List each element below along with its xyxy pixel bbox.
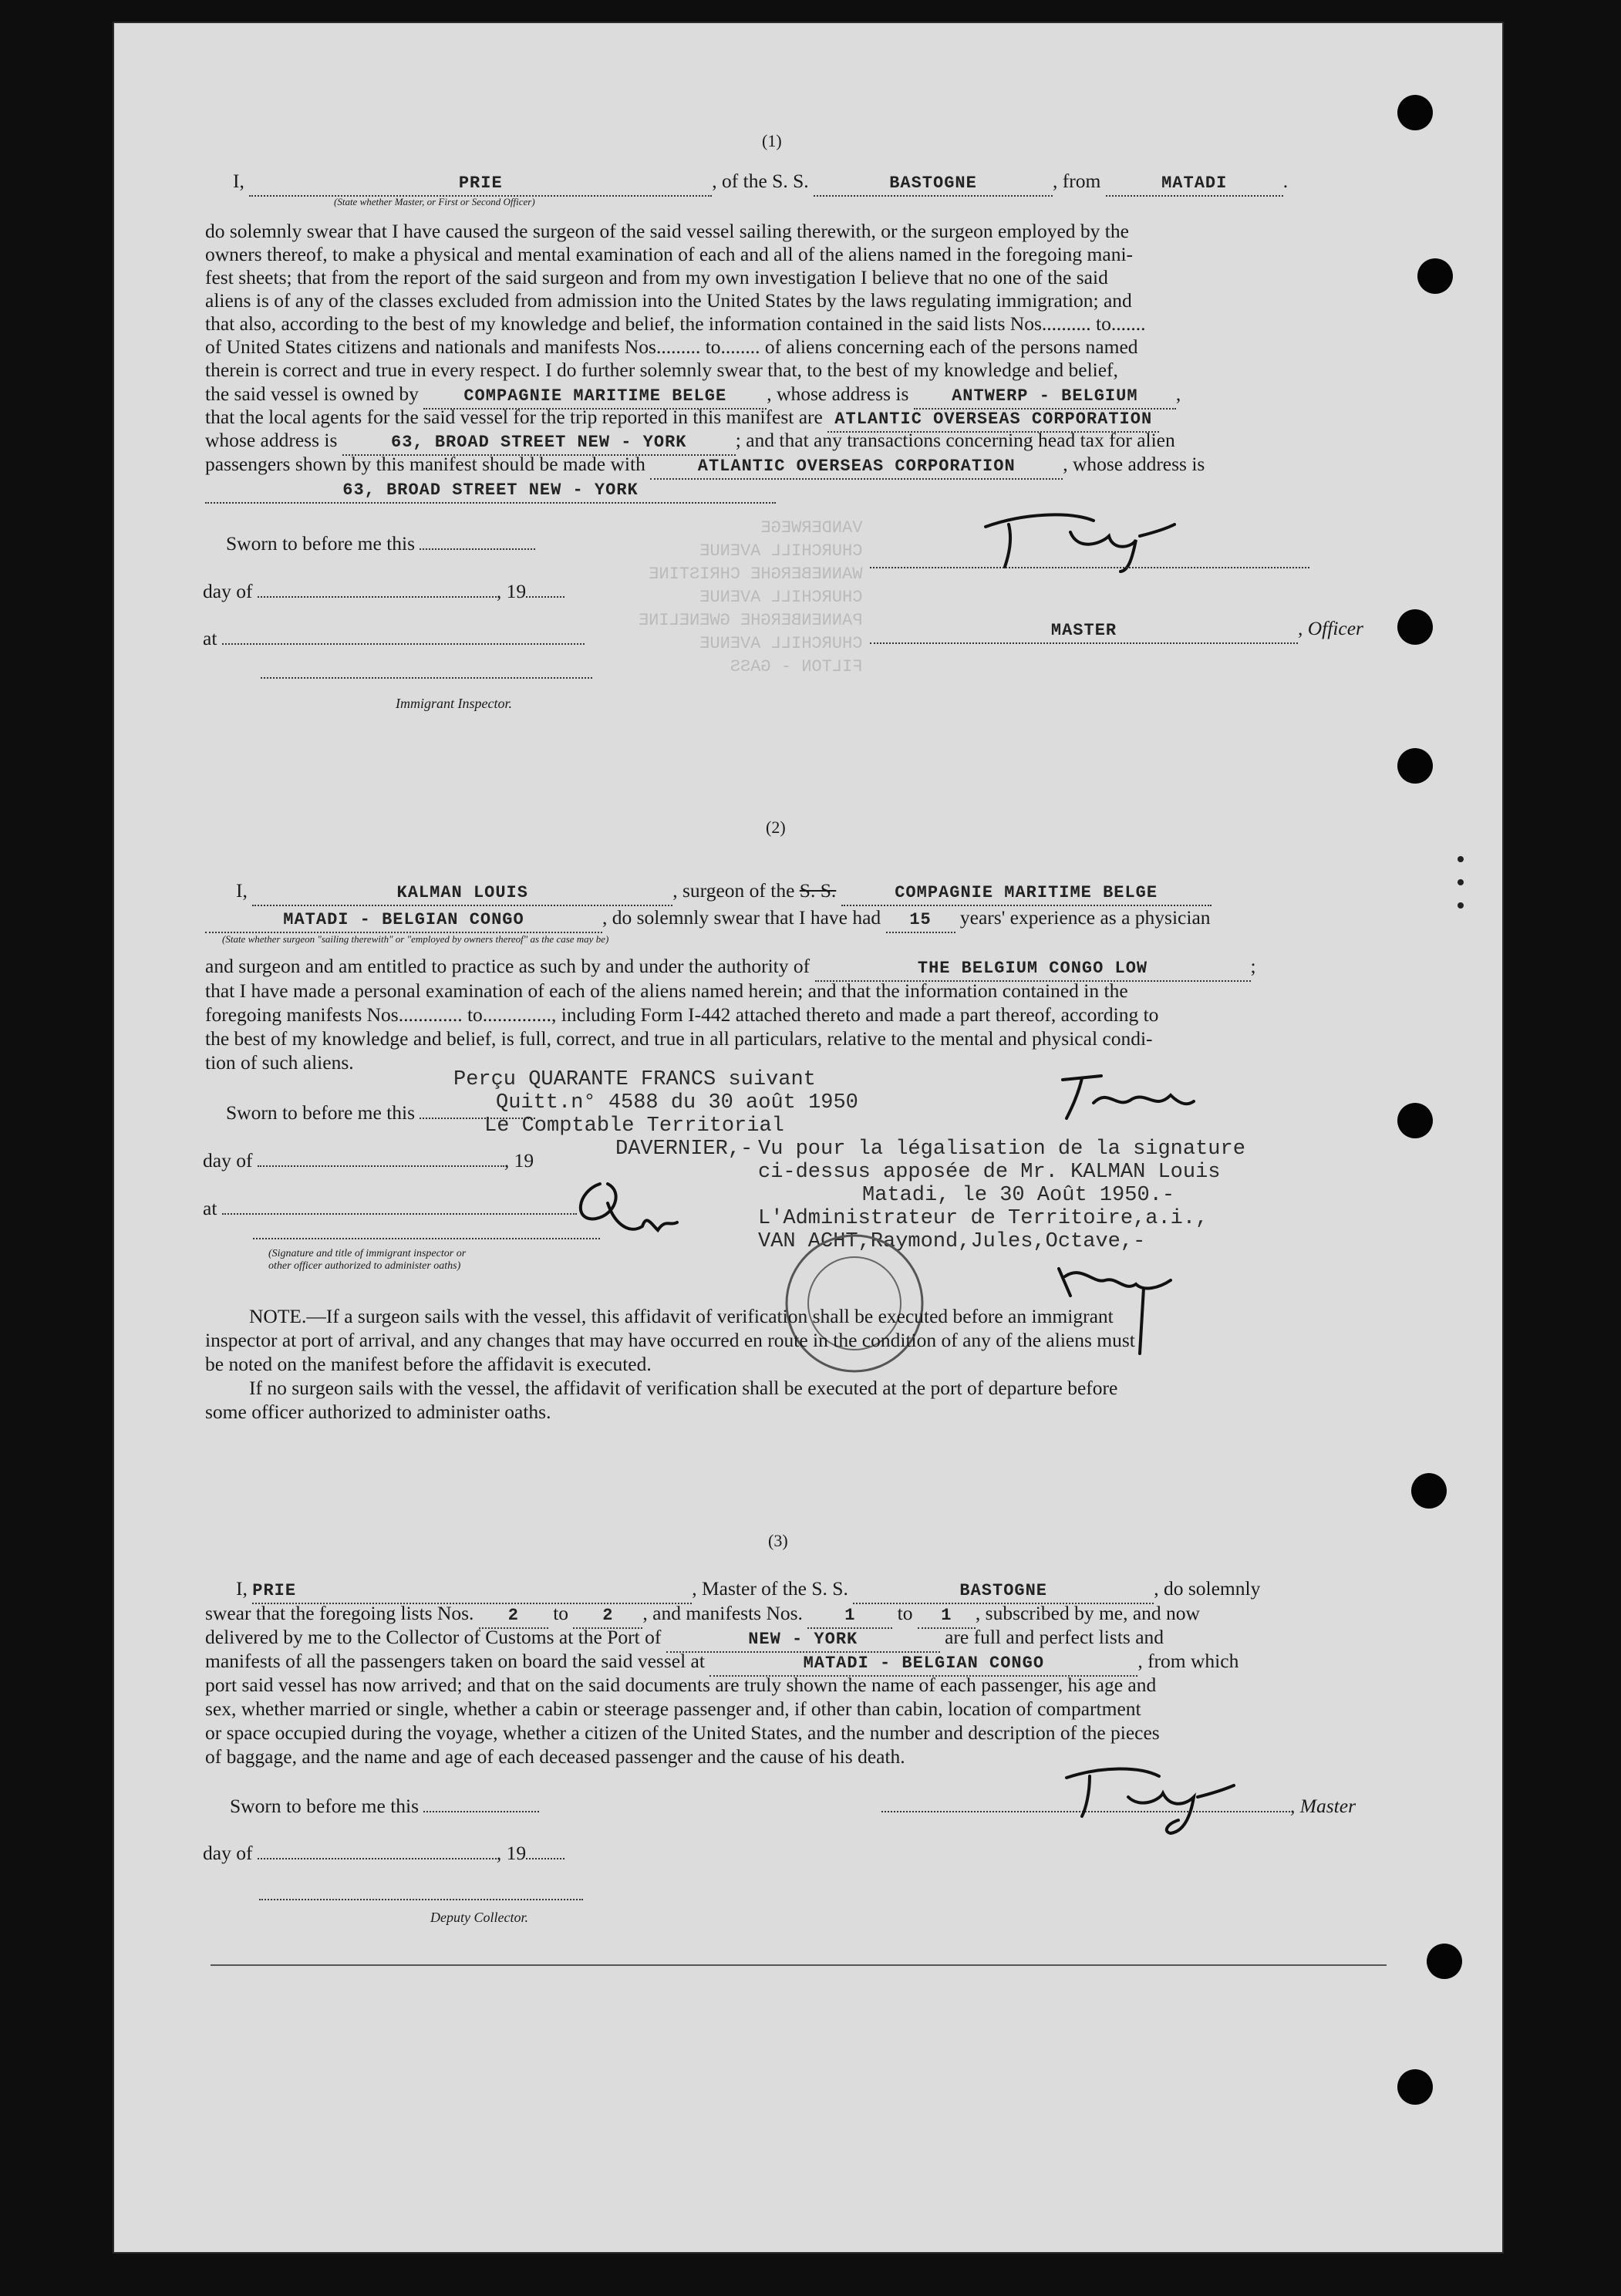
s2-body-0: that I have made a personal examination of each of the aliens named herein; and that the information contained in the <box>205 979 1128 1002</box>
s2-body-2: the best of my knowledge and belief, is full, correct, and true in all particulars, relative to the mental and physical condi- <box>205 1027 1153 1050</box>
punch-hole <box>1397 95 1433 130</box>
s2-note-3: If no surgeon sails with the vessel, the affidavit of verification shall be executed at the port of departure before <box>249 1377 1118 1399</box>
s2-note-1: inspector at port of arrival, and any changes that may have occurred en route in the condition of any of the aliens must <box>205 1329 1135 1351</box>
s2-body-1: foregoing manifests Nos............. to.............., including Form I-442 attached thereto and made a part thereof, according to <box>205 1003 1159 1026</box>
s1-officer: MASTER , Officer <box>870 617 1387 644</box>
s1-body-6: therein is correct and true in every respect. I do further solemnly swear that, to the best of my knowledge and belief, <box>205 359 1118 381</box>
s1-officer-line <box>870 567 1309 568</box>
s2-sworn: Sworn to before me this <box>226 1101 1411 1124</box>
s3-place: MATADI - BELGIAN CONGO <box>709 1652 1137 1677</box>
s2-inspector-signature <box>561 1161 693 1246</box>
s3-manifest-to: 1 <box>918 1604 976 1629</box>
s3-master-signature <box>1055 1755 1240 1839</box>
s1-head-tax-agent: ATLANTIC OVERSEAS CORPORATION <box>650 455 1063 480</box>
section-3-number: (3) <box>768 1531 788 1550</box>
punch-hole <box>1417 258 1453 294</box>
s2-note-4: some officer authorized to administer oaths. <box>205 1401 551 1423</box>
s3-manifest-from: 1 <box>807 1604 892 1629</box>
s1-body-5: of United States citizens and nationals and manifests Nos......... to........ of aliens concerning each of the persons named <box>205 335 1138 358</box>
s3-line-1: I, PRIE , Master of the S. S. BASTOGNE , do solemnly <box>205 1577 1411 1604</box>
s3-master-sign: , Master <box>881 1795 1387 1818</box>
s3-day: day of , 19 <box>203 1842 1411 1865</box>
punch-hole <box>1411 1473 1447 1509</box>
s2-body-3: tion of such aliens. <box>205 1051 354 1074</box>
s3-sworn: Sworn to before me this <box>230 1795 1411 1818</box>
s1-master-signature <box>978 497 1178 575</box>
s1-body-4: that also, according to the best of my knowledge and belief, the information contained in the said lists Nos.......... to....... <box>205 312 1146 335</box>
s2-place: MATADI - BELGIAN CONGO <box>205 909 602 933</box>
s2-at: at <box>203 1197 1411 1220</box>
perforation-dot <box>1458 856 1464 862</box>
s2-inspector-line <box>253 1238 600 1239</box>
s1-body-0: do solemnly swear that I have caused the surgeon of the said vessel sailing therewith, or the surgeon employed by the <box>205 220 1129 242</box>
s2-years: 15 <box>886 909 955 933</box>
s1-body-1: owners thereof, to make a physical and mental examination of each and all of the aliens named in the foregoing mani- <box>205 243 1134 265</box>
s1-from-port: MATADI <box>1106 172 1283 197</box>
s1-head-tax-address-value: 63, BROAD STREET NEW - YORK <box>205 479 776 504</box>
bleed-through: VANDERWEGE CHURCHILL AVENUE WANNEBERGHE CHRISTINE CHURCHILL AVENUE PANNENBERGHE GWENELINE CHURCHILL AVENUE FILTON - GASS <box>639 518 863 676</box>
s3-port: NEW - YORK <box>666 1628 940 1653</box>
s2-caption: (State whether surgeon "sailing therewith" or "employed by owners thereof" as the case may be) <box>222 933 609 945</box>
s3-collector-caption: Deputy Collector. <box>430 1910 528 1925</box>
s3-list-from: 2 <box>479 1604 548 1629</box>
s2-fee-stamp-text: Perçu QUARANTE FRANCS suivant Quitt.n° 4588 du 30 août 1950 Le Comptable Territorial DAVERNIER,- <box>453 1068 858 1161</box>
s3-line-2: swear that the foregoing lists Nos. 2 to 2 , and manifests Nos. 1 to 1 , subscribed by me, and now <box>205 1602 1411 1629</box>
section-2-number: (2) <box>766 818 786 837</box>
s1-inspector-line <box>261 677 592 679</box>
s1-master-caption: (State whether Master, or First or Second Officer) <box>334 196 535 207</box>
section-1-number: (1) <box>762 131 782 150</box>
s3-body-0: port said vessel has now arrived; and that on the said documents are truly shown the name of each passenger, his age and <box>205 1674 1157 1696</box>
bottom-rule <box>211 1964 1387 1966</box>
s1-line-1: I, PRIE , of the S. S. BASTOGNE , from MATADI . <box>205 170 1411 197</box>
s1-owned-by: the said vessel is owned by COMPAGNIE MARITIME BELGE , whose address is ANTWERP - BELGIUM , <box>205 383 1411 410</box>
s3-body-2: or space occupied during the voyage, whether a citizen of the United States, and the number and description of the pieces <box>205 1721 1160 1744</box>
s2-struck-ss: S. S. <box>799 879 837 902</box>
s1-vessel-name: BASTOGNE <box>814 172 1053 197</box>
s1-agent-address-value: 63, BROAD STREET NEW - YORK <box>342 431 736 456</box>
s3-vessel-name: BASTOGNE <box>853 1580 1154 1604</box>
s1-owner-address: ANTWERP - BELGIUM <box>914 385 1176 410</box>
s2-note-0: NOTE.—If a surgeon sails with the vessel, this affidavit of verification shall be executed before an immigrant <box>249 1305 1114 1327</box>
s1-body-2: fest sheets; that from the report of the said surgeon and from my own investigation I believe that no one of the said <box>205 266 1108 288</box>
perforation-dot <box>1458 879 1464 885</box>
s2-surgeon-signature <box>1047 1064 1201 1126</box>
s1-at: at <box>203 627 1411 650</box>
s1-master-name: PRIE <box>249 172 712 197</box>
s3-body-1: sex, whether married or single, whether a cabin or steerage passenger and, if other than cabin, location of compartment <box>205 1698 1141 1720</box>
manifest-page <box>114 23 1502 2252</box>
s3-master-name: PRIE <box>252 1580 692 1604</box>
punch-hole <box>1397 2069 1433 2105</box>
s1-agent-address: whose address is 63, BROAD STREET NEW - YORK ; and that any transactions concerning head tax for alien <box>205 429 1411 456</box>
s2-day: day of , 19 <box>203 1149 534 1172</box>
s1-owner: COMPAGNIE MARITIME BELGE <box>423 385 767 410</box>
s2-authority-value: THE BELGIUM CONGO LOW <box>815 957 1251 982</box>
s1-agent: ATLANTIC OVERSEAS CORPORATION <box>827 408 1159 433</box>
s2-note-2: be noted on the manifest before the affidavit is executed. <box>205 1353 652 1375</box>
s2-company: COMPAGNIE MARITIME BELGE <box>841 882 1212 906</box>
s1-inspector-caption: Immigrant Inspector. <box>396 696 512 711</box>
s1-head-tax: passengers shown by this manifest should be made with ATLANTIC OVERSEAS CORPORATION , whose address is <box>205 453 1411 480</box>
s3-line-3: delivered by me to the Collector of Customs at the Port of NEW - YORK are full and perfect lists and <box>205 1626 1411 1653</box>
s2-line-2: MATADI - BELGIAN CONGO , do solemnly swear that I have had 15 years' experience as a physician <box>205 906 1411 933</box>
s3-collector-line <box>259 1899 583 1900</box>
s3-list-to: 2 <box>573 1604 642 1629</box>
s2-sig-caption-2: other officer authorized to administer oaths) <box>268 1260 461 1272</box>
s1-head-tax-address <box>205 477 1411 504</box>
s2-line-1: I, KALMAN LOUIS , surgeon of the S. S. COMPAGNIE MARITIME BELGE <box>205 879 1411 906</box>
s2-legalisation-text: Vu pour la légalisation de la signature ci-dessus apposée de Mr. KALMAN Louis Matadi, le 30 Août 1950.- L'Administrateur de Territoire,a.i., VAN ACHT,Raymond,Jules,Octave,- <box>758 1138 1245 1253</box>
s2-surgeon-name: KALMAN LOUIS <box>252 882 672 906</box>
s2-sig-caption-1: (Signature and title of immigrant inspector or <box>268 1248 467 1259</box>
s1-agents: that the local agents for the said vessel for the trip reported in this manifest are ATLANTIC OVERSEAS CORPORATION <box>205 406 1411 433</box>
s1-day: day of , 19 <box>203 580 1411 603</box>
s3-body-3: of baggage, and the name and age of each deceased passenger and the cause of his death. <box>205 1745 905 1768</box>
s2-authority: and surgeon and am entitled to practice as such by and under the authority of THE BELGIUM CONGO LOW ; <box>205 955 1411 982</box>
s1-officer-title: MASTER <box>870 619 1298 644</box>
punch-hole <box>1397 748 1433 784</box>
s1-sworn: Sworn to before me this <box>226 532 1411 555</box>
s3-line-4: manifests of all the passengers taken on board the said vessel at MATADI - BELGIAN CONGO , from which <box>205 1650 1411 1677</box>
s1-body-3: aliens is of any of the classes excluded from admission into the United States by the laws regulating immigration; and <box>205 289 1132 312</box>
punch-hole <box>1427 1944 1462 1979</box>
perforation-dot <box>1458 902 1464 909</box>
